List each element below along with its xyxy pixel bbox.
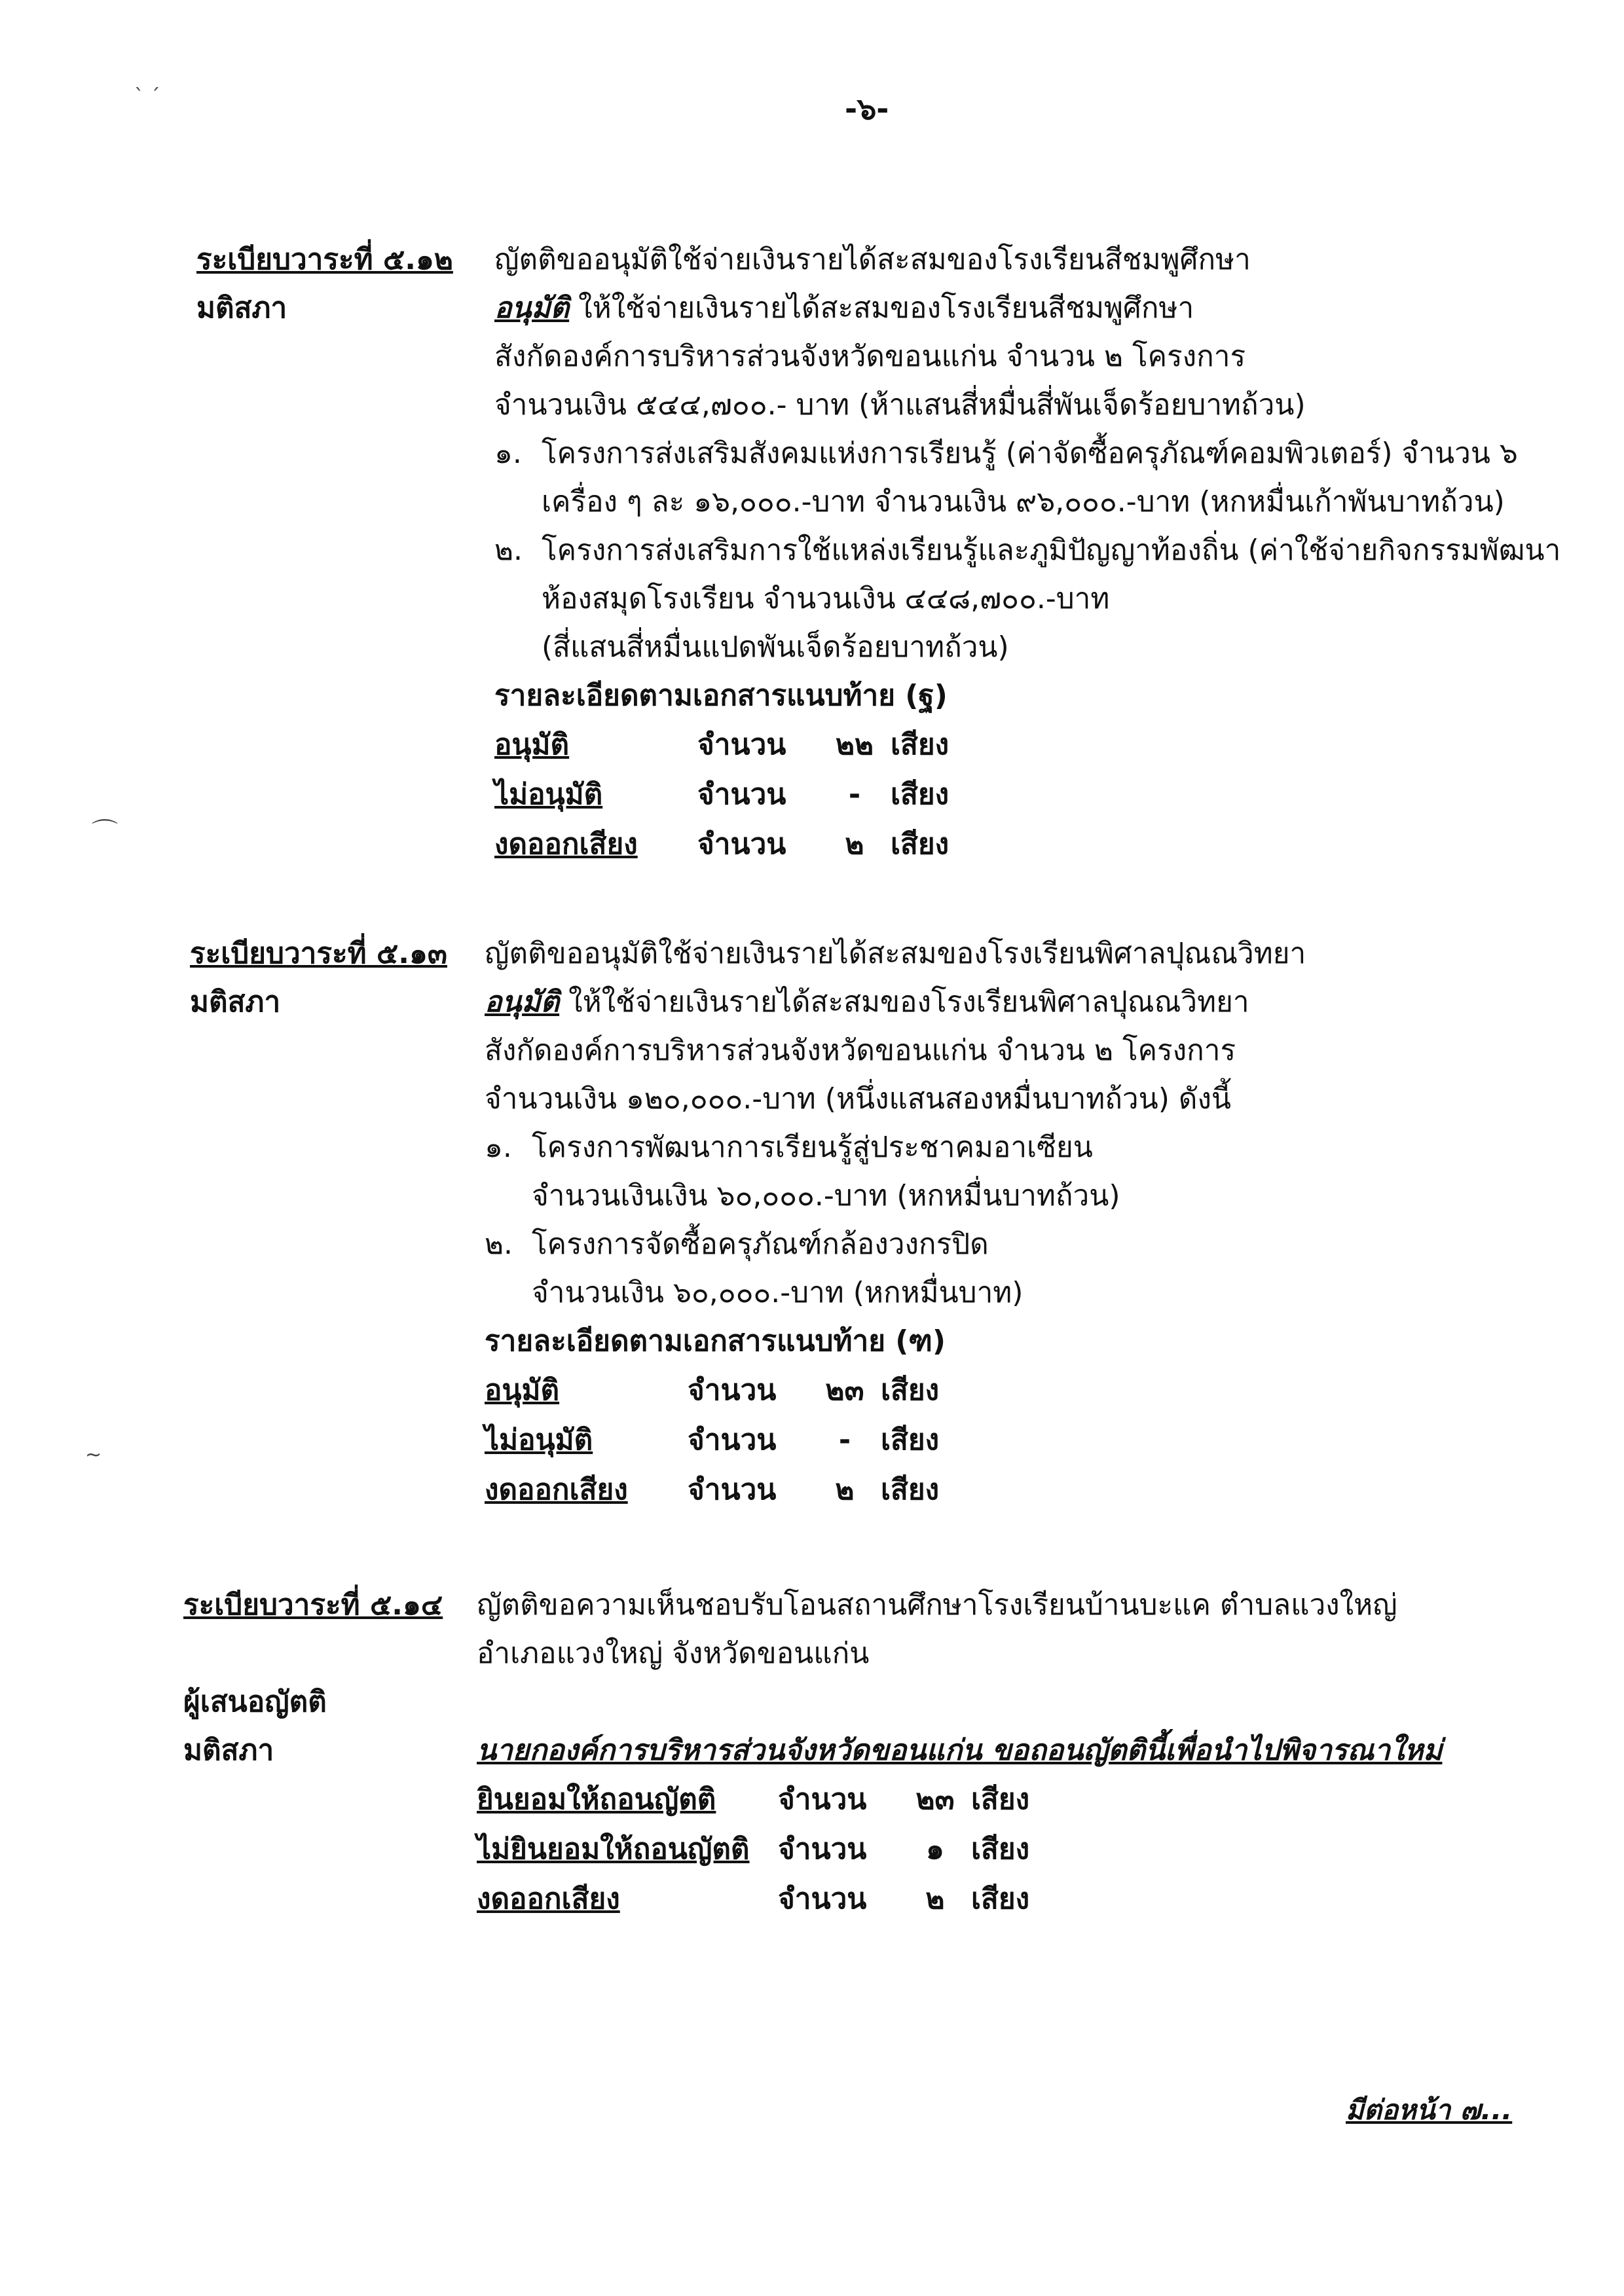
spacer xyxy=(477,1678,1511,1726)
vote-row xyxy=(494,770,1529,820)
vote-count: ๒๓ xyxy=(915,1783,955,1816)
attachment-reference: รายละเอียดตามเอกสารแนบท้าย (ฐ) xyxy=(494,679,948,712)
item-number: ๑. xyxy=(485,1131,512,1164)
vote-count: ๒ xyxy=(925,1882,945,1916)
vote-count-text: จำนวน xyxy=(688,1374,777,1407)
vote-table xyxy=(485,1366,1519,1515)
vote-row xyxy=(485,1465,1519,1515)
vote-count: - xyxy=(848,778,861,811)
approval-text: ให้ใช้จ่ายเงินรายได้สะสมของโรงเรียนพิศาลปุณณวิทยา xyxy=(559,985,1249,1019)
vote-count: ๒๒ xyxy=(835,728,874,761)
approval-line xyxy=(485,978,1519,1027)
withdraw-statement: นายกองค์การบริหารส่วนจังหวัดขอนแก่น ขอถอนญัตตินี้เพื่อนำไปพิจารณาใหม่ xyxy=(477,1734,1443,1767)
scan-mark: ~ xyxy=(85,1444,102,1467)
proposer-label: ผู้เสนอญัตติ xyxy=(183,1685,327,1719)
vote-unit: เสียง xyxy=(881,1374,940,1407)
agenda-heading: ระเบียบวาระที่ ๕.๑๓ xyxy=(190,937,447,970)
item-line: จำนวนเงิน ๖๐,๐๐๐.-บาท (หกหมื่นบาท) xyxy=(532,1276,1024,1309)
agenda-side-column xyxy=(190,930,478,1027)
item-line: โครงการส่งเสริมการใช้แหล่งเรียนรู้และภูมิปัญญาท้องถิ่น (ค่าใช้จ่ายกิจกรรมพัฒนา xyxy=(542,534,1561,567)
vote-label: ไม่อนุมัติ xyxy=(494,778,603,811)
motion-title: ญัตติขออนุมัติใช้จ่ายเงินรายได้สะสมของโรงเรียนพิศาลปุณณวิทยา xyxy=(485,937,1306,970)
spacer xyxy=(183,1630,471,1678)
resolution-label: มติสภา xyxy=(190,985,281,1019)
agenda-heading: ระเบียบวาระที่ ๕.๑๔ xyxy=(183,1588,443,1622)
item-line: โครงการพัฒนาการเรียนรู้สู่ประชาคมอาเซียน xyxy=(532,1131,1093,1164)
vote-unit: เสียง xyxy=(971,1882,1030,1916)
vote-count-text: จำนวน xyxy=(697,828,786,861)
project-item xyxy=(485,1220,1519,1269)
body-line: สังกัดองค์การบริหารส่วนจังหวัดขอนแก่น จำนวน ๒ โครงการ xyxy=(485,1034,1236,1067)
attachment-reference: รายละเอียดตามเอกสารแนบท้าย (ฑ) xyxy=(485,1324,946,1358)
vote-unit: เสียง xyxy=(891,728,950,761)
item-number: ๒. xyxy=(494,534,523,567)
agenda-body xyxy=(477,1581,1511,1924)
vote-unit: เสียง xyxy=(971,1783,1030,1816)
vote-row xyxy=(477,1775,1511,1825)
item-line: จำนวนเงินเงิน ๖๐,๐๐๐.-บาท (หกหมื่นบาทถ้วน) xyxy=(532,1179,1120,1212)
item-line: เครื่อง ๆ ละ ๑๖,๐๐๐.-บาท จำนวนเงิน ๙๖,๐๐๐.-บาท (หกหมื่นเก้าพันบาทถ้วน) xyxy=(542,485,1505,519)
vote-label: งดออกเสียง xyxy=(494,828,638,861)
vote-count: - xyxy=(838,1423,851,1457)
page-number: -๖- xyxy=(845,91,889,126)
vote-row xyxy=(494,720,1529,770)
project-item xyxy=(494,526,1561,575)
vote-row xyxy=(477,1874,1511,1924)
vote-row xyxy=(485,1415,1519,1465)
vote-row xyxy=(494,820,1529,869)
vote-unit: เสียง xyxy=(891,828,950,861)
vote-table xyxy=(494,720,1529,869)
vote-label: ไม่อนุมัติ xyxy=(485,1423,593,1457)
item-line: ห้องสมุดโรงเรียน จำนวนเงิน ๔๔๘,๗๐๐.-บาท xyxy=(542,582,1110,615)
vote-label: งดออกเสียง xyxy=(485,1473,628,1506)
scan-mark: ˋ ˊ xyxy=(134,85,160,108)
item-line: โครงการส่งเสริมสังคมแห่งการเรียนรู้ (ค่าจัดซื้อครุภัณฑ์คอมพิวเตอร์) จำนวน ๖ xyxy=(542,437,1518,470)
vote-count: ๒ xyxy=(845,828,864,861)
approval-word: อนุมัติ xyxy=(494,291,570,325)
resolution-label: มติสภา xyxy=(183,1734,274,1767)
vote-count-text: จำนวน xyxy=(778,1832,867,1866)
vote-row xyxy=(477,1825,1511,1874)
vote-unit: เสียง xyxy=(891,778,950,811)
project-item xyxy=(485,1123,1519,1172)
agenda-body xyxy=(494,236,1561,869)
vote-count-text: จำนวน xyxy=(688,1423,777,1457)
approval-line xyxy=(494,284,1529,333)
continued-note: มีต่อหน้า ๗... xyxy=(1346,2094,1513,2126)
agenda-heading: ระเบียบวาระที่ ๕.๑๒ xyxy=(196,243,453,276)
vote-label: งดออกเสียง xyxy=(477,1882,620,1916)
vote-unit: เสียง xyxy=(881,1473,940,1506)
vote-row xyxy=(485,1366,1519,1415)
vote-count-text: จำนวน xyxy=(697,778,786,811)
vote-label: อนุมัติ xyxy=(485,1374,560,1407)
item-number: ๑. xyxy=(494,437,522,470)
project-item xyxy=(494,429,1529,478)
resolution-label: มติสภา xyxy=(196,291,287,325)
vote-count: ๒ xyxy=(835,1473,855,1506)
item-line: โครงการจัดซื้อครุภัณฑ์กล้องวงกรปิด xyxy=(532,1228,989,1261)
vote-count-text: จำนวน xyxy=(697,728,786,761)
item-line: (สี่แสนสี่หมื่นแปดพันเจ็ดร้อยบาทถ้วน) xyxy=(542,630,1009,664)
approval-word: อนุมัติ xyxy=(485,985,560,1019)
vote-count: ๑ xyxy=(926,1832,944,1866)
vote-unit: เสียง xyxy=(971,1832,1030,1866)
motion-title: ญัตติขออนุมัติใช้จ่ายเงินรายได้สะสมของโรงเรียนสีชมพูศึกษา xyxy=(494,243,1251,276)
vote-label: ไม่ยินยอมให้ถอนญัตติ xyxy=(477,1832,750,1866)
body-line: จำนวนเงิน ๑๒๐,๐๐๐.-บาท (หนึ่งแสนสองหมื่นบาทถ้วน) ดังนี้ xyxy=(485,1082,1232,1116)
vote-count-text: จำนวน xyxy=(778,1783,867,1816)
vote-label: อนุมัติ xyxy=(494,728,570,761)
vote-table xyxy=(477,1775,1511,1924)
vote-unit: เสียง xyxy=(881,1423,940,1457)
agenda-side-column xyxy=(196,236,485,333)
vote-count-text: จำนวน xyxy=(778,1882,867,1916)
motion-title-cont: อำเภอแวงใหญ่ จังหวัดขอนแก่น xyxy=(477,1637,870,1670)
vote-count-text: จำนวน xyxy=(688,1473,777,1506)
agenda-side-column xyxy=(183,1581,471,1775)
body-line: สังกัดองค์การบริหารส่วนจังหวัดขอนแก่น จำนวน ๒ โครงการ xyxy=(494,340,1246,373)
approval-text: ให้ใช้จ่ายเงินรายได้สะสมของโรงเรียนสีชมพูศึกษา xyxy=(569,291,1194,325)
motion-title: ญัตติขอความเห็นชอบรับโอนสถานศึกษาโรงเรียนบ้านบะแค ตำบลแวงใหญ่ xyxy=(477,1588,1397,1622)
vote-label: ยินยอมให้ถอนญัตติ xyxy=(477,1783,716,1816)
scan-mark: ⌒ xyxy=(92,818,118,848)
body-line: จำนวนเงิน ๕๔๔,๗๐๐.- บาท (ห้าแสนสี่หมื่นสี่พันเจ็ดร้อยบาทถ้วน) xyxy=(494,388,1306,422)
item-number: ๒. xyxy=(485,1228,513,1261)
vote-count: ๒๓ xyxy=(825,1374,864,1407)
agenda-body xyxy=(485,930,1519,1515)
